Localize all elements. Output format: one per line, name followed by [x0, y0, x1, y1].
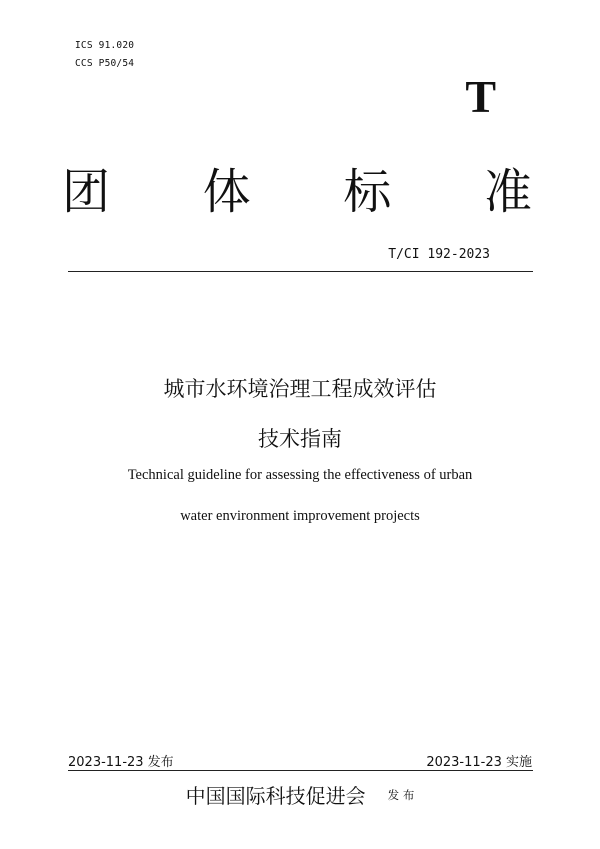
header-divider	[68, 271, 533, 272]
standard-number: T/CI 192-2023	[388, 247, 490, 262]
english-title-line-1: Technical guideline for assessing the effectiveness of urban	[127, 467, 473, 483]
footer-divider	[68, 770, 533, 771]
standard-type-char: 体	[202, 164, 251, 220]
english-title-line-2: water environment improvement projects	[180, 508, 420, 524]
chinese-title-line-2: 技术指南	[258, 427, 342, 451]
standard-type-char: 准	[483, 164, 532, 220]
publisher-name: 中国国际科技促进会	[185, 784, 366, 808]
issue-date: 2023-11-23 发布	[68, 755, 174, 770]
chinese-title-line-1: 城市水环境治理工程成效评估	[163, 377, 437, 401]
standard-type-heading	[62, 164, 532, 220]
publisher-line	[0, 780, 600, 809]
standard-category-mark: T	[465, 71, 496, 122]
standard-type-char: 标	[343, 164, 392, 220]
ics-code: ICS 91.020	[75, 40, 135, 51]
implementation-date: 2023-11-23 实施	[426, 755, 532, 770]
ccs-code: CCS P50/54	[75, 58, 135, 69]
publisher-suffix: 发 布	[387, 787, 415, 802]
standard-type-char: 团	[62, 164, 111, 220]
